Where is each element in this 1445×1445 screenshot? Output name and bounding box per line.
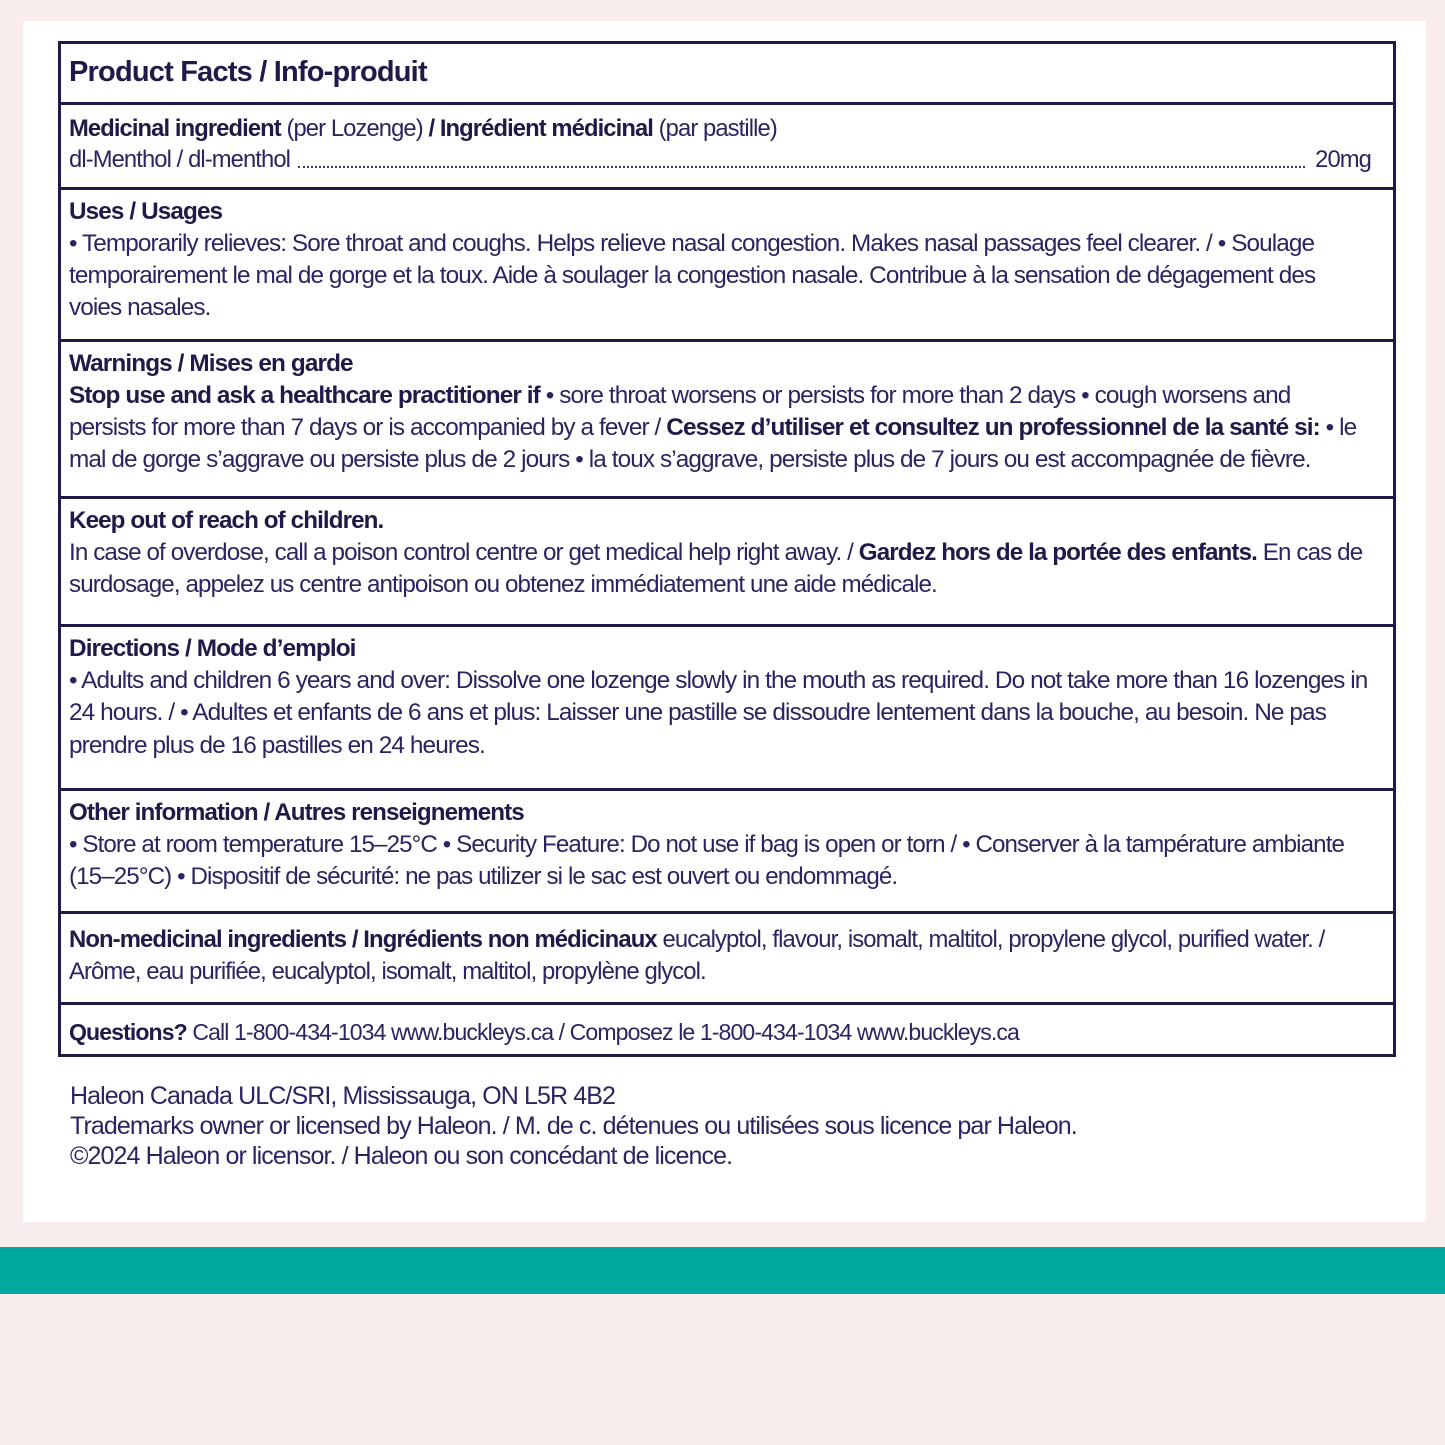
keep-out-heading-fr: Gardez hors de la portée des enfants. [858,538,1257,566]
questions-heading: Questions? [69,1019,187,1045]
questions-body [69,1017,1371,1047]
warnings-heading: Warnings / Mises en garde [69,350,353,377]
other-info-section [61,788,1393,911]
non-medicinal-section [61,911,1393,1002]
other-info-text: • Store at room temperature 15–25°C • Security Feature: Do not use if bag is open or torn / • Conserver à la tampérature ambiante (15–25°C) • Dispositif de sécurité: ne pas utilizer si le sac est ouvert ou endommagé. [69,830,1345,890]
product-facts-table [58,41,1396,1057]
footer-address: Haleon Canada ULC/SRI, Mississauga, ON L5R 4B2 [70,1082,615,1110]
label-panel [23,21,1426,1222]
warnings-text-en: • sore throat worsens or persists for more than 2 days • cough worsens and persists for more than 7 days or is accompanied by a fever / [69,382,1291,442]
directions-text: • Adults and children 6 years and over: Dissolve one lozenge slowly in the mouth as required. Do not take more than 16 lozenges in 24 hours. / • Adultes et enfants de 6 ans et plus: Laisser une pastille se dissoudre lentement dans la bouche, au besoin. Ne pas prendre plus de 16 pastilles en 24 heures. [69,667,1368,759]
dot-leader [298,166,1305,168]
medicinal-label-en: Medicinal ingredient [69,115,281,142]
non-medicinal-body [69,924,1371,987]
uses-section [61,187,1393,339]
warnings-body [69,380,1371,476]
questions-text: Call 1-800-434-1034 www.buckleys.ca / Composez le 1-800-434-1034 www.buckleys.ca [186,1019,1019,1045]
directions-heading: Directions / Mode d’emploi [69,635,356,662]
keep-out-text-en: In case of overdose, call a poison control centre or get medical help right away. / [69,538,859,566]
medicinal-label-fr: Ingrédient médicinal [439,115,653,142]
warnings-stop-fr: Cessez d’utiliser et consultez un professionnel de la santé si: [666,414,1320,442]
ingredient-amount: 20mg [1315,146,1371,174]
footer-trademarks: Trademarks owner or licensed by Haleon. / M. de c. détenues ou utilisées sous licence par Haleon. [70,1112,1077,1140]
medicinal-ingredient-section [61,102,1393,187]
warnings-text-fr: • le mal de gorge s’aggrave ou persiste plus de 2 jours • la toux s’aggrave, persiste plus de 7 jours ou est accompagnée de fièvre. [69,414,1357,474]
questions-section [61,1002,1393,1057]
footer-copyright: ©2024 Haleon or licensor. / Haleon ou son concédant de licence. [70,1142,733,1170]
non-medicinal-heading: Non-medicinal ingredients / Ingrédients non médicinaux [69,926,657,953]
directions-section [61,624,1393,788]
company-footer [70,1081,1077,1171]
medicinal-qualifier-en: (per Lozenge) [286,115,423,142]
non-medicinal-text: eucalyptol, flavour, isomalt, maltitol, propylene glycol, purified water. / Arôme, eau purifiée, eucalyptol, isomalt, maltitol, propylène glycol. [69,926,1325,985]
ingredient-name: dl-Menthol / dl-menthol [69,146,291,174]
keep-out-section [61,496,1393,624]
medicinal-separator: / [428,115,435,142]
medicinal-heading [69,113,1371,144]
uses-heading: Uses / Usages [69,198,223,225]
warnings-stop-en: Stop use and ask a healthcare practitioner if [69,382,540,410]
medicinal-qualifier-fr: (par pastille) [658,115,777,142]
uses-text: • Temporarily relieves: Sore throat and coughs. Helps relieve nasal congestion. Makes nasal passages feel clearer. / • Soulage temporairement le mal de gorge et la toux. Aide à soulager la congestion nasale. Contribue à la sensation de dégagement des voies nasales. [69,230,1316,322]
keep-out-body [69,537,1371,601]
keep-out-text-fr: En cas de surdosage, appelez us centre antipoison ou obtenez immédiatement une aide médicale. [69,538,1363,598]
ingredient-amount-row [69,144,1371,175]
keep-out-heading: Keep out of reach of children. [69,507,384,534]
warnings-section [61,339,1393,496]
facts-title: Product Facts / Info-produit [69,56,427,88]
accent-bar [0,1247,1445,1294]
other-info-heading: Other information / Autres renseignements [69,799,524,826]
facts-title-section [61,44,1393,102]
